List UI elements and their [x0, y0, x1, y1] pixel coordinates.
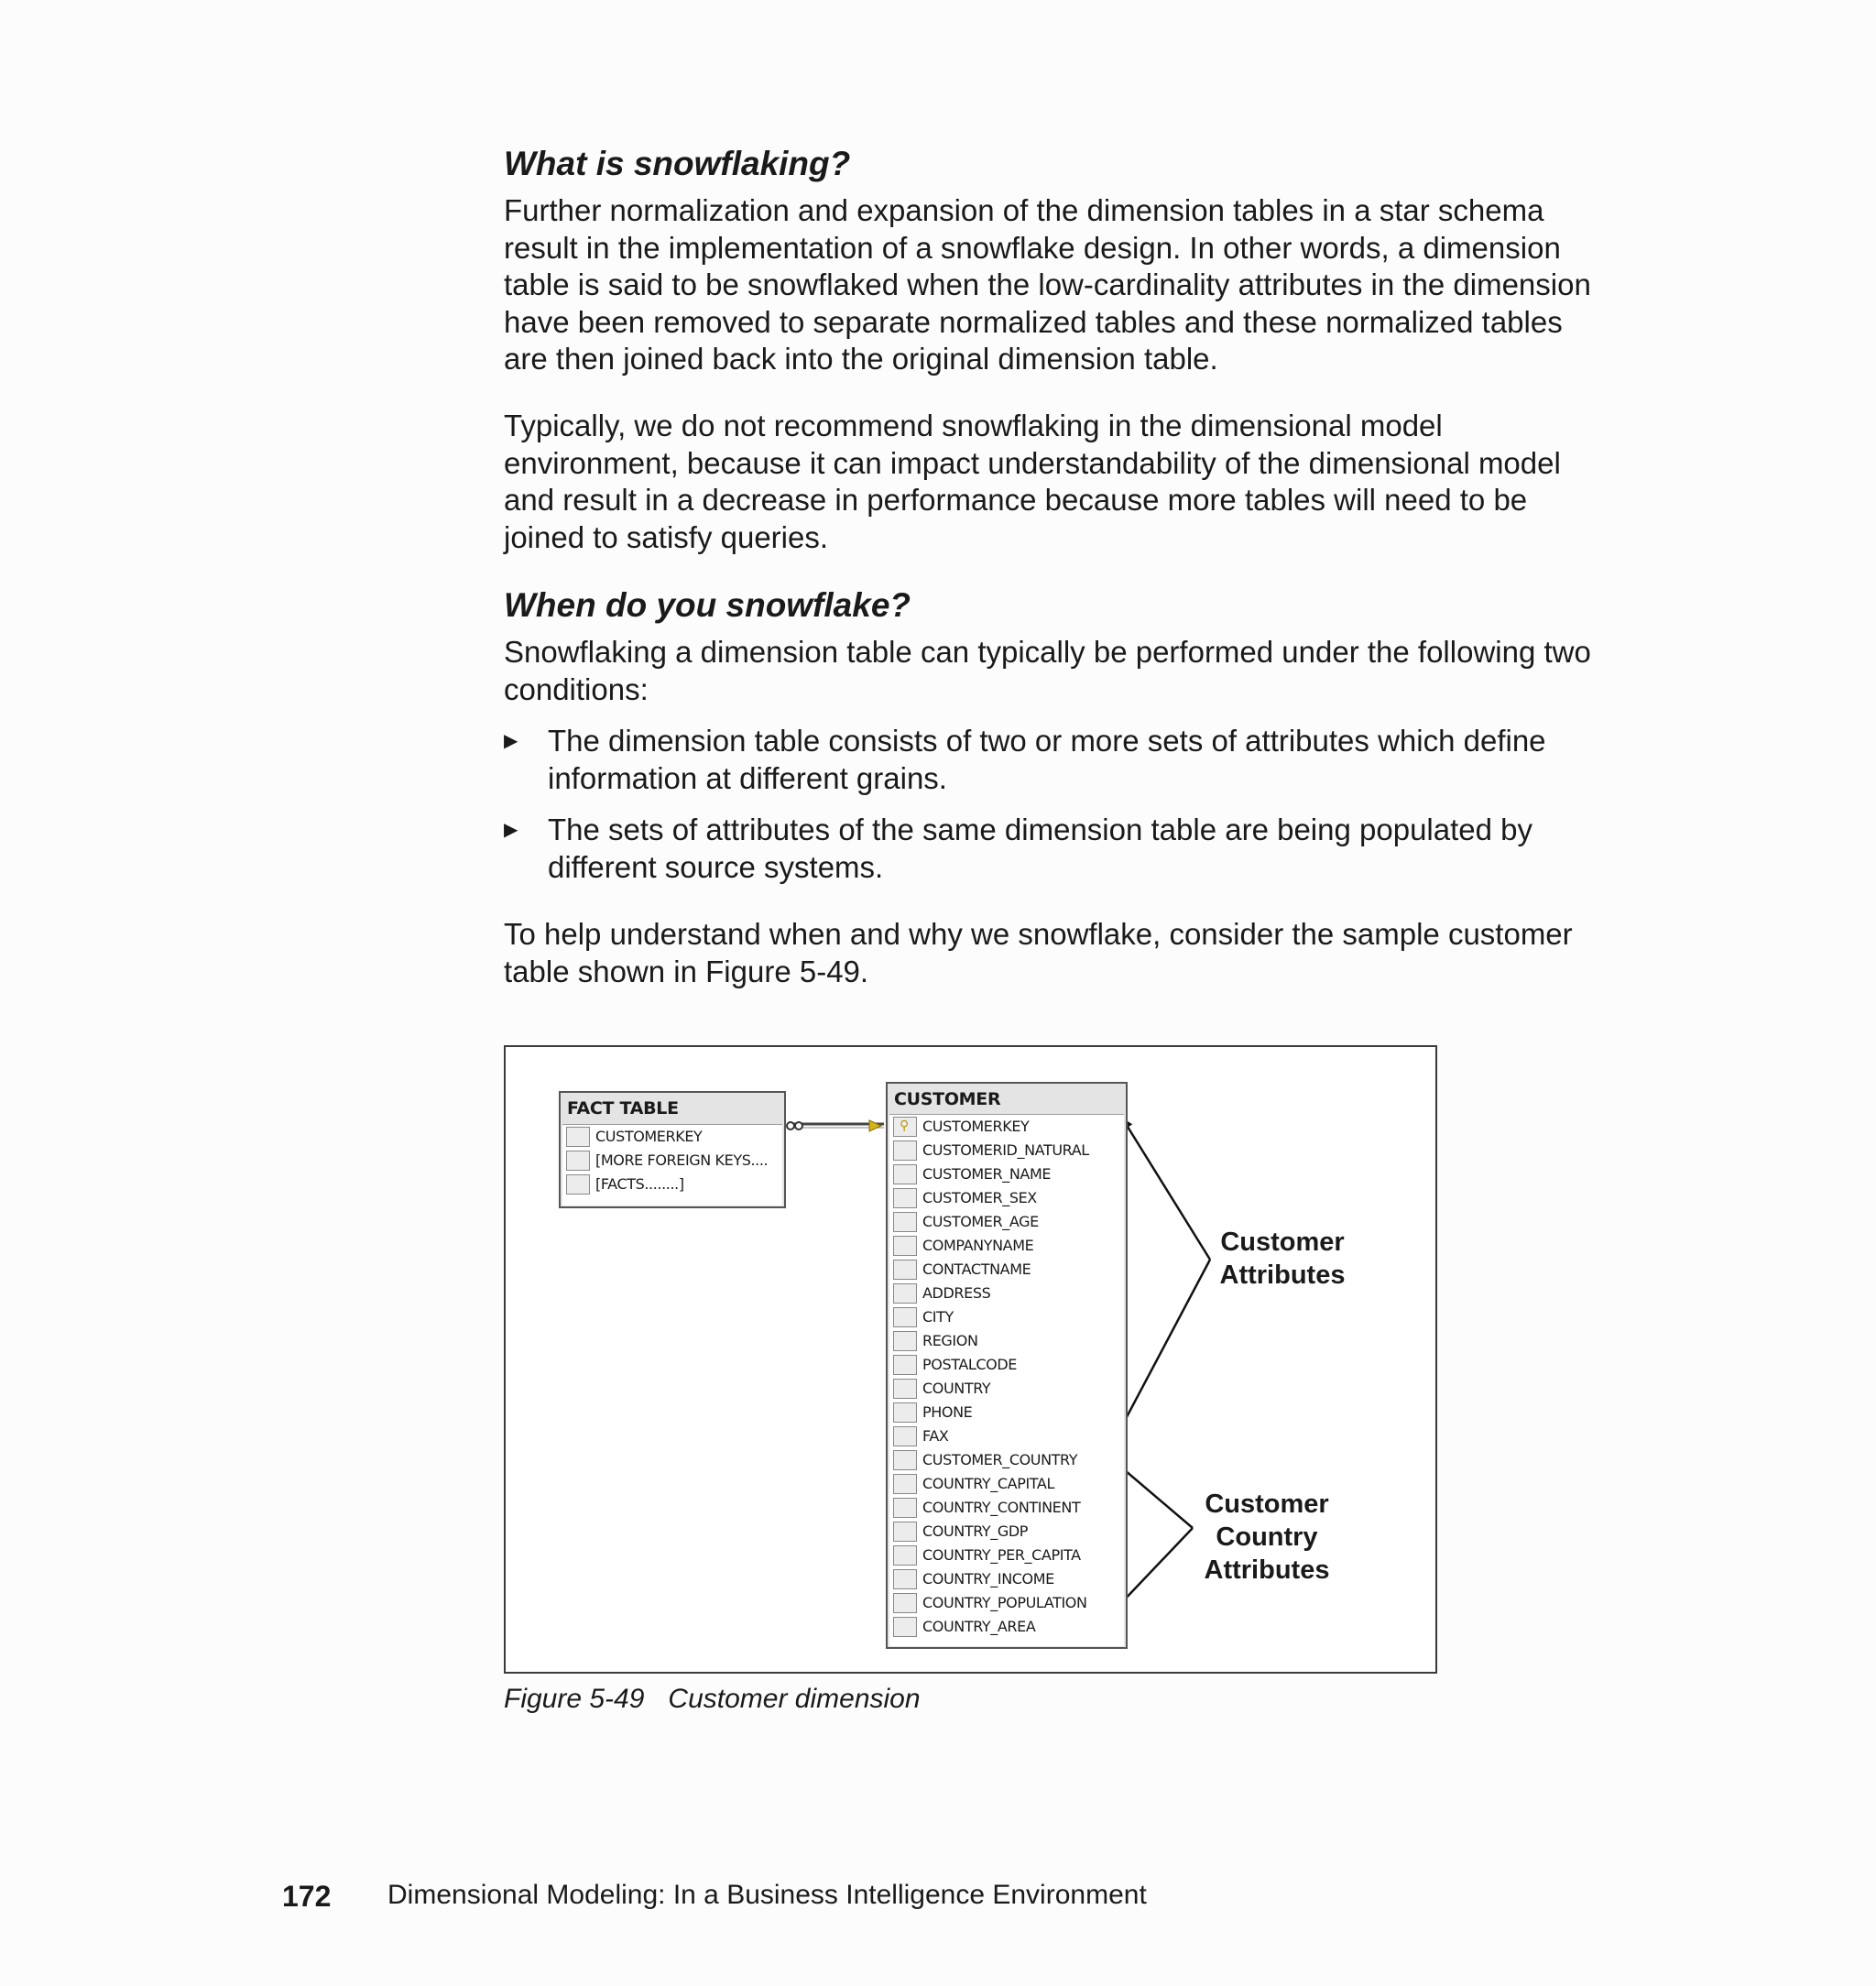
- figure-customer-dimension: [504, 1045, 1437, 1674]
- table-row: CUSTOMERKEY: [562, 1125, 782, 1149]
- table-row: [MORE FOREIGN KEYS....: [562, 1149, 782, 1173]
- fact-table-title: FACT TABLE: [567, 1098, 679, 1118]
- table-row: ⚲ CUSTOMERKEY: [889, 1115, 1124, 1139]
- table-row: CUSTOMER_AGE: [889, 1210, 1124, 1234]
- paragraph-conditions-intro: Snowflaking a dimension table can typically be performed under the following two conditions:: [504, 635, 1591, 706]
- bullet-arrow-icon: ▶: [504, 731, 518, 751]
- country-attributes-label: Customer Country Attributes: [1204, 1490, 1330, 1585]
- customer-table-rows: [889, 1114, 1124, 1646]
- bullet-text: The sets of attributes of the same dimension table are being populated by different source systems.: [548, 813, 1532, 884]
- table-row: ADDRESS: [889, 1282, 1124, 1305]
- relationship-line: [787, 1120, 884, 1131]
- table-row: POSTALCODE: [889, 1353, 1124, 1377]
- table-row: COUNTRY_CAPITAL: [889, 1472, 1124, 1496]
- table-row: COMPANYNAME: [889, 1234, 1124, 1258]
- table-row: CITY: [889, 1305, 1124, 1329]
- paragraph-figure-reference: To help understand when and why we snowflake, consider the sample customer table shown in Figure 5-49.: [504, 917, 1573, 988]
- table-row: REGION: [889, 1329, 1124, 1353]
- heading-what-is-snowflaking: What is snowflaking?: [504, 145, 851, 182]
- figure-caption-number: Figure 5-49: [504, 1684, 645, 1714]
- footer-book-title: Dimensional Modeling: In a Business Intelligence Environment: [387, 1880, 1147, 1910]
- table-row: COUNTRY_PER_CAPITA: [889, 1544, 1124, 1567]
- fact-table-rows: [562, 1124, 782, 1206]
- page-number: 172: [282, 1880, 332, 1913]
- customer-table: [886, 1082, 1128, 1649]
- heading-when-snowflake: When do you snowflake?: [504, 586, 911, 624]
- table-row: COUNTRY_INCOME: [889, 1567, 1124, 1591]
- primary-key-icon: ⚲: [900, 1118, 909, 1133]
- fact-table: [559, 1091, 786, 1208]
- bullet-text: The dimension table consists of two or more sets of attributes which define information at different grains.: [548, 724, 1546, 795]
- customer-attributes-label: Customer Attributes: [1219, 1228, 1346, 1290]
- table-row: FAX: [889, 1424, 1124, 1448]
- paragraph-snowflake-definition: Further normalization and expansion of the dimension tables in a star schema result in the implementation of a snowflake design. In other words, a dimension table is said to be snowflaked when the low-cardinality attributes in the dimension have been removed to separate normalized tables and these normalized tables are then joined back into the original dimension table.: [504, 193, 1591, 376]
- table-row: CUSTOMER_NAME: [889, 1162, 1124, 1186]
- table-row: COUNTRY_GDP: [889, 1520, 1124, 1544]
- table-row: COUNTRY_CONTINENT: [889, 1496, 1124, 1520]
- table-row: CONTACTNAME: [889, 1258, 1124, 1282]
- table-row: CUSTOMERID_NATURAL: [889, 1139, 1124, 1162]
- table-row: PHONE: [889, 1401, 1124, 1424]
- table-row: COUNTRY: [889, 1377, 1124, 1401]
- figure-caption: [504, 1684, 921, 1715]
- table-row: CUSTOMER_SEX: [889, 1186, 1124, 1210]
- table-row: CUSTOMER_COUNTRY: [889, 1448, 1124, 1472]
- bullet-arrow-icon: ▶: [504, 820, 518, 840]
- table-row: [FACTS........]: [562, 1173, 782, 1196]
- customer-table-title: CUSTOMER: [894, 1089, 1001, 1109]
- table-row: COUNTRY_AREA: [889, 1615, 1124, 1639]
- customer-attributes-arrow-top: [1123, 1119, 1210, 1260]
- table-row: COUNTRY_POPULATION: [889, 1591, 1124, 1615]
- figure-caption-title: Customer dimension: [668, 1684, 921, 1714]
- paragraph-recommendation: Typically, we do not recommend snowflaking in the dimensional model environment, because it can impact understandability of the dimensional model and result in a decrease in performance because more tables will need to be joined to satisfy queries.: [504, 409, 1561, 554]
